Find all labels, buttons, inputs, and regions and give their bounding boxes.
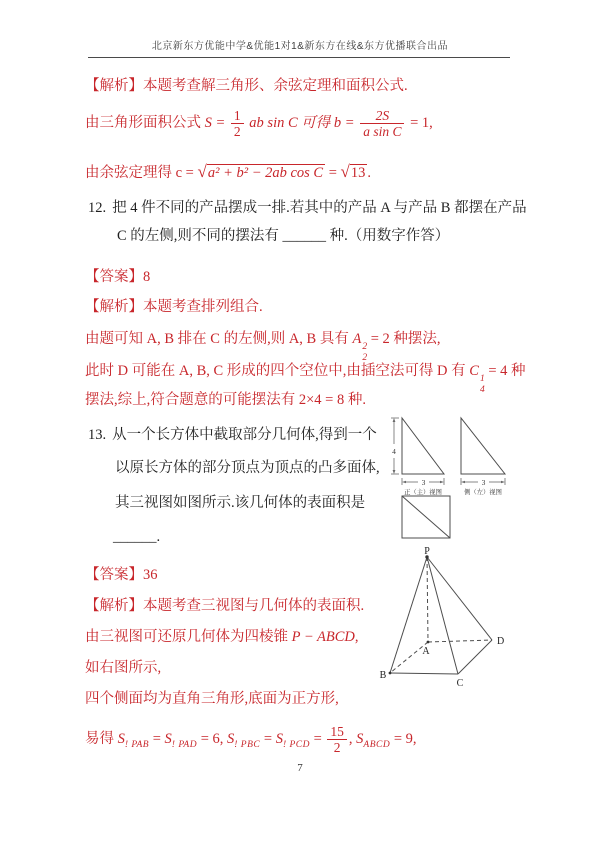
q11-formula-post: = 1, xyxy=(410,114,433,131)
q13-line2 xyxy=(115,459,380,477)
three-view-figure xyxy=(386,404,598,546)
pyramid-solid-edges xyxy=(390,557,492,674)
side-width-value: 3 xyxy=(481,477,486,487)
combination-symbol: C xyxy=(469,363,479,379)
q13-sol2 xyxy=(85,659,161,677)
top-view-square xyxy=(402,496,450,538)
area-symbol: S xyxy=(227,730,235,747)
vertex-label-d: D xyxy=(497,636,505,647)
fraction-one-half: $\frac{1}{2}$ xyxy=(231,108,244,139)
q13-sol4-pre: 易得 xyxy=(85,730,114,747)
q13-text3: 其三视图如图所示.该几何体的表面积是 xyxy=(115,495,366,511)
q11-analysis-text: 本题考查解三角形、余弦定理和面积公式. xyxy=(143,78,408,94)
q11-cosine-eq: = xyxy=(328,165,337,181)
side-view-triangle xyxy=(461,418,505,474)
q12-sol2-pre: 此时 D 可能在 A, B, C 形成的四个空位中,由插空法可得 D 有 xyxy=(85,363,466,379)
area-sub-abcd: ABCD xyxy=(363,739,391,750)
sqrt-expression: √a² + b² − 2ab cos C xyxy=(197,162,324,181)
answer-label: 【答案】 xyxy=(85,269,143,285)
q12-sol1 xyxy=(85,330,441,364)
q12-sol3-text: 摆法,综上,符合题意的可能摆法有 2×4 = 8 种. xyxy=(85,392,366,408)
eq: = xyxy=(152,730,161,747)
permutation-indices: 2 2 xyxy=(362,342,368,363)
q13-sol1-post: , xyxy=(354,629,359,645)
q13-analysis-line xyxy=(85,597,364,615)
q13-sol4 xyxy=(85,724,417,755)
side-view-label: 侧（左）视图 xyxy=(464,489,502,496)
q12-analysis-line xyxy=(85,298,263,316)
q12-sol3 xyxy=(85,391,366,409)
q11-cosine-pre: 由余弦定理得 c = xyxy=(85,165,194,181)
area-sub-pad: ! PAD xyxy=(171,739,198,750)
q13-sol1 xyxy=(85,628,358,646)
analysis-label: 【解析】 xyxy=(85,299,143,315)
comma: , xyxy=(348,730,353,747)
q13-blank-line xyxy=(113,528,160,546)
analysis-label: 【解析】 xyxy=(85,598,143,614)
q12-line2 xyxy=(117,227,449,245)
q11-cosine-line xyxy=(85,161,371,182)
front-height-value: 4 xyxy=(392,447,396,456)
q13-blank: ______. xyxy=(113,529,161,545)
eq: = xyxy=(313,730,322,747)
area-symbol: S xyxy=(356,730,364,747)
front-view-triangle xyxy=(402,418,444,474)
combination-indices: 1 4 xyxy=(479,374,485,395)
front-width-value: 3 xyxy=(421,477,426,487)
area-symbol: S xyxy=(275,730,283,747)
q13-sol3 xyxy=(85,690,339,708)
q13-line3 xyxy=(115,494,365,512)
pyramid-figure xyxy=(376,546,511,691)
q11-cosine-post: . xyxy=(367,165,372,181)
q13-sol3-text: 四个侧面均为直角三角形,底面为正方形, xyxy=(85,691,339,707)
analysis-label: 【解析】 xyxy=(85,78,143,94)
q13-answer-line xyxy=(85,566,158,584)
q12-answer-value: 8 xyxy=(143,269,151,285)
q11-formula-lhs: S = xyxy=(204,114,226,131)
eq: = 9, xyxy=(393,730,417,747)
sqrt-13: √13 xyxy=(340,162,366,181)
fraction-15-over-2: $\frac{15}{2}$ xyxy=(327,724,347,755)
q13-sol2-text: 如右图所示, xyxy=(85,660,162,676)
vertex-dot-b xyxy=(389,672,392,675)
q11-formula-mid: ab sin C 可得 b = xyxy=(249,114,355,131)
eq: = xyxy=(263,730,273,747)
q11-formula-pre: 由三角形面积公式 xyxy=(85,114,201,131)
front-view-label: 正（主）视图 xyxy=(404,489,442,496)
q13-text2: 以原长方体的部分顶点为顶点的凸多面体, xyxy=(115,460,380,476)
vertex-dot-a xyxy=(427,641,430,644)
header-rule xyxy=(88,57,510,58)
answer-label: 【答案】 xyxy=(85,567,143,583)
q11-formula-area xyxy=(85,108,433,139)
q12-text1: 把 4 件不同的产品摆成一排.若其中的产品 A 与产品 B 都摆在产品 xyxy=(112,200,527,216)
vertex-label-c: C xyxy=(456,678,464,689)
q12-line1 xyxy=(88,199,527,217)
area-sub-pbc: ! PBC xyxy=(234,739,261,750)
pyramid-name: P − ABCD xyxy=(291,629,355,645)
q13-answer-value: 36 xyxy=(143,567,158,583)
page-number: 7 xyxy=(297,762,303,774)
area-sub-pab: ! PAB xyxy=(124,739,150,750)
q12-sol1-pre: 由题可知 A, B 排在 C 的左侧,则 A, B 具有 xyxy=(85,331,349,347)
q12-sol2-post: = 4 种 xyxy=(488,363,526,379)
header-title: 北京新东方优能中学&优能1对1&新东方在线&东方优播联合出品 xyxy=(151,41,449,52)
q11-analysis-line xyxy=(85,77,408,95)
q13-text1: 从一个长方体中截取部分几何体,得到一个 xyxy=(112,427,377,443)
q12-analysis-text: 本题考查排列组合. xyxy=(143,299,263,315)
area-symbol: S xyxy=(164,730,172,747)
vertex-label-b: B xyxy=(379,670,387,681)
q12-answer-line xyxy=(85,268,150,286)
q13-analysis-text: 本题考查三视图与几何体的表面积. xyxy=(143,598,365,614)
q13-line1 xyxy=(88,426,377,444)
fraction-2s-over-asinc: $\frac{2S}{\text{a sin C}}$ xyxy=(360,108,404,139)
q12-number: 12. xyxy=(88,200,107,216)
eq: = 6, xyxy=(200,730,224,747)
q12-text2: C 的左侧,则不同的摆法有 ______ 种.（用数字作答） xyxy=(117,228,450,244)
height-dimension xyxy=(391,418,399,474)
q12-sol1-post: = 2 种摆法, xyxy=(370,331,441,347)
vertex-label-p: P xyxy=(424,546,430,557)
area-symbol: S xyxy=(117,730,125,747)
vertex-label-a: A xyxy=(422,646,430,657)
area-sub-pcd: ! PCD xyxy=(282,739,310,750)
permutation-symbol: A xyxy=(352,331,362,347)
q13-sol1-pre: 由三视图可还原几何体为四棱锥 xyxy=(85,629,288,645)
q13-number: 13. xyxy=(88,427,107,443)
